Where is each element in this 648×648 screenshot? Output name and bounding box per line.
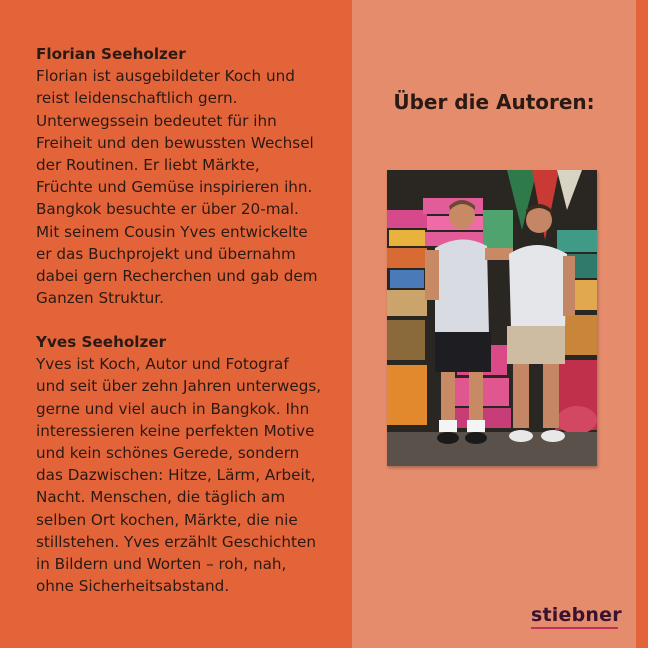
bio-line: interessieren keine perfekten Motive: [36, 421, 315, 440]
bio-line: Früchte und Gemüse inspirieren ihn.: [36, 178, 313, 197]
logo-underline: [531, 627, 618, 629]
bio-line: das Dazwischen: Hitze, Lärm, Arbeit,: [36, 466, 316, 485]
bio-line: der Routinen. Er liebt Märkte,: [36, 156, 260, 175]
author-bio-florian: [36, 43, 336, 309]
authors-photo: [387, 170, 597, 466]
bio-line: Freiheit und den bewussten Wechsel: [36, 133, 314, 152]
bio-line: und seit über zehn Jahren unterwegs,: [36, 377, 322, 396]
bio-line: gerne und viel auch in Bangkok. Ihn: [36, 399, 310, 418]
bio-line: in Bildern und Worten – roh, nah,: [36, 555, 287, 574]
bio-line: und kein schönes Gerede, sondern: [36, 444, 300, 463]
author-name: Florian Seeholzer: [36, 45, 186, 63]
bio-line: Nacht. Menschen, die täglich am: [36, 488, 286, 507]
bio-line: Yves ist Koch, Autor und Fotograf: [36, 355, 289, 374]
bio-line: reist leidenschaftlich gern.: [36, 89, 238, 108]
bio-line: Unterwegssein bedeutet für ihn: [36, 111, 277, 130]
bio-line: selben Ort kochen, Märkte, die nie: [36, 510, 298, 529]
author-name: Yves Seeholzer: [36, 333, 167, 351]
author-bio-yves: [36, 331, 336, 597]
bio-line: Mit seinem Cousin Yves entwickelte: [36, 222, 308, 241]
bio-line: dabei gern Recherchen und gab dem: [36, 267, 318, 286]
bio-line: Bangkok besuchte er über 20-mal.: [36, 200, 299, 219]
section-heading: Über die Autoren:: [393, 90, 595, 114]
bio-line: ohne Sicherheitsabstand.: [36, 577, 230, 596]
bio-line: Ganzen Struktur.: [36, 289, 164, 308]
bio-line: Florian ist ausgebildeter Koch und: [36, 67, 295, 86]
bio-line: er das Buchprojekt und übernahm: [36, 244, 296, 263]
stiebner-logo: stiebner: [531, 604, 622, 626]
right-edge-strip: [636, 0, 648, 648]
bio-line: stillstehen. Yves erzählt Geschichten: [36, 532, 316, 551]
